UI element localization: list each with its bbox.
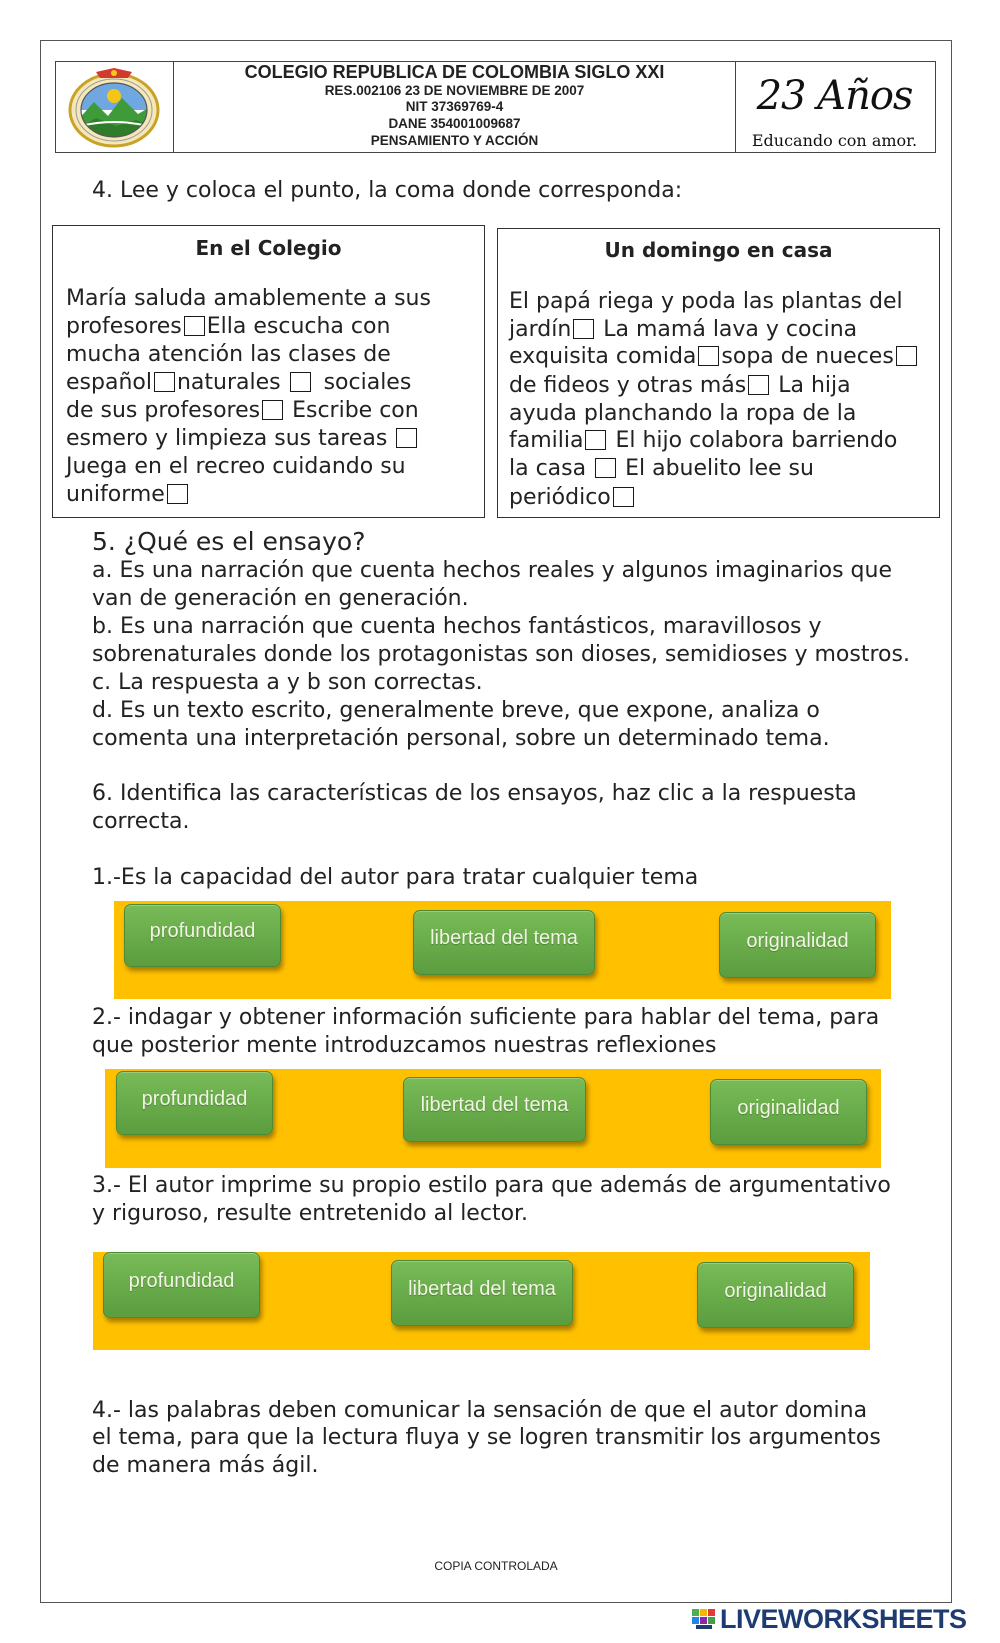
text-line xyxy=(509,484,636,512)
header-school-info xyxy=(173,62,736,152)
text-line xyxy=(66,425,419,453)
q6-item-1-option-originalidad[interactable]: originalidad xyxy=(719,912,876,978)
domingo-blank-3[interactable] xyxy=(896,346,917,366)
q5-option-b-line-2: sobrenaturales donde los protagonistas son dioses, semidioses y mostros. xyxy=(92,642,910,667)
q5-option-d-line-2: comenta una interpretación personal, sobre un determinado tema. xyxy=(92,726,830,751)
q6-item-1-option-libertad-del-tema[interactable]: libertad del tema xyxy=(413,910,595,975)
text-segment: sopa de nueces xyxy=(721,344,894,369)
text-line xyxy=(509,343,919,371)
q5-option-c: c. La respuesta a y b son correctas. xyxy=(92,670,483,695)
colegio-blank-2[interactable] xyxy=(154,372,175,392)
text-line xyxy=(66,369,411,397)
domingo-blank-1[interactable] xyxy=(573,319,594,339)
q6-item-3-option-profundidad[interactable]: profundidad xyxy=(103,1252,260,1318)
q6-item-4-text-line-1: 4.- las palabras deben comunicar la sensación de que el autor domina xyxy=(92,1398,868,1423)
q6-prompt-line-1: 6. Identifica las características de los ensayos, haz clic a la respuesta xyxy=(92,781,857,806)
q5-option-a-line-1: a. Es una narración que cuenta hechos reales y algunos imaginarios que xyxy=(92,558,892,583)
text-segment: El hijo colabora barriendo xyxy=(608,428,898,453)
text-line xyxy=(66,341,391,369)
text-segment: naturales xyxy=(176,370,288,395)
text-segment: jardín xyxy=(509,317,572,342)
q4-box-un-domingo-en-casa xyxy=(497,228,940,518)
text-segment: esmero y limpieza sus tareas xyxy=(66,426,395,451)
text-line xyxy=(66,453,406,481)
q5-option-a-line-2: van de generación en generación. xyxy=(92,586,469,611)
liveworksheets-brand[interactable]: LIVEWORKSHEETS xyxy=(720,1604,967,1634)
text-segment: profesores xyxy=(66,314,182,339)
colegio-blank-4[interactable] xyxy=(262,400,283,420)
domingo-blank-4[interactable] xyxy=(748,375,769,395)
box-title: En el Colegio xyxy=(195,236,342,260)
q6-item-4-text-line-2: el tema, para que la lectura fluya y se logren transmitir los argumentos xyxy=(92,1425,881,1450)
anniversary-title: 23 Años xyxy=(756,73,913,119)
q6-item-2-option-profundidad[interactable]: profundidad xyxy=(116,1071,273,1135)
text-line xyxy=(509,427,897,455)
text-segment: ayuda planchando la ropa de la xyxy=(509,401,857,426)
q6-item-2-text-line-2: que posterior mente introduzcamos nuestras reflexiones xyxy=(92,1033,717,1058)
domingo-blank-6[interactable] xyxy=(595,458,616,478)
text-line xyxy=(509,372,851,400)
domingo-blank-5[interactable] xyxy=(585,430,606,450)
text-segment: María saluda amablemente a sus xyxy=(66,286,431,311)
q6-item-3-text-line-1: 3.- El autor imprime su propio estilo para que además de argumentativo xyxy=(92,1173,891,1198)
q6-item-2-answer-band xyxy=(105,1069,881,1168)
q6-item-1-text: 1.-Es la capacidad del autor para tratar cualquier tema xyxy=(92,865,699,890)
text-segment: uniforme xyxy=(66,482,165,507)
school-resolution: RES.002106 23 DE NOVIEMBRE DE 2007 xyxy=(324,83,585,98)
text-segment: Juega en el recreo cuidando su xyxy=(66,454,406,479)
q6-item-3-text-line-2: y riguroso, resulte entretenido al lector. xyxy=(92,1201,529,1226)
colegio-blank-3[interactable] xyxy=(290,372,311,392)
text-line xyxy=(66,313,390,341)
text-segment: Escribe con xyxy=(285,398,419,423)
q5-option-b-line-1: b. Es una narración que cuenta hechos fantásticos, maravillosos y xyxy=(92,614,822,639)
text-segment: español xyxy=(66,370,152,395)
school-name: COLEGIO REPUBLICA DE COLOMBIA SIGLO XXI xyxy=(244,62,665,82)
box-title: Un domingo en casa xyxy=(604,238,833,262)
q6-item-2-text-line-1: 2.- indagar y obtener información suficiente para hablar del tema, para xyxy=(92,1005,880,1030)
text-segment: de fideos y otras más xyxy=(509,373,747,398)
header-anniversary xyxy=(734,62,935,152)
text-line xyxy=(66,397,419,425)
q6-item-1-option-profundidad[interactable]: profundidad xyxy=(124,904,281,967)
text-segment: El abuelito lee su xyxy=(618,456,814,481)
q6-item-2-option-originalidad[interactable]: originalidad xyxy=(710,1079,867,1145)
q5-option-d-line-1: d. Es un texto escrito, generalmente breve, que expone, analiza o xyxy=(92,698,820,723)
text-segment: Ella escucha con xyxy=(206,314,391,339)
q4-prompt: 4. Lee y coloca el punto, la coma donde corresponda: xyxy=(92,178,683,203)
q6-item-3-answer-band xyxy=(93,1252,870,1350)
text-line xyxy=(509,400,856,428)
q6-item-1-answer-band xyxy=(114,901,891,999)
text-segment: La mamá lava y cocina xyxy=(596,317,858,342)
footer-label: COPIA CONTROLADA xyxy=(434,1559,558,1573)
header-table xyxy=(55,61,936,153)
text-segment: mucha atención las clases de xyxy=(66,342,391,367)
school-motto: PENSAMIENTO Y ACCIÓN xyxy=(370,133,539,148)
text-segment: de sus profesores xyxy=(66,398,261,423)
text-line xyxy=(509,316,857,344)
text-line xyxy=(66,481,190,509)
text-line xyxy=(66,285,431,313)
q6-item-3-option-originalidad[interactable]: originalidad xyxy=(697,1262,854,1328)
school-dane: DANE 354001009687 xyxy=(388,116,521,131)
q6-item-4-text-line-3: de manera más ágil. xyxy=(92,1453,319,1478)
anniversary-tagline: Educando con amor. xyxy=(751,131,918,150)
text-segment: familia xyxy=(509,428,584,453)
q5-title: 5. ¿Qué es el ensayo? xyxy=(92,527,366,556)
text-segment: sociales xyxy=(316,370,412,395)
liveworksheets-logo-icon xyxy=(692,1607,716,1631)
text-segment: El papá riega y poda las plantas del xyxy=(509,289,903,314)
q6-item-3-option-libertad-del-tema[interactable]: libertad del tema xyxy=(391,1260,573,1326)
text-segment: la casa xyxy=(509,456,594,481)
q6-item-2-option-libertad-del-tema[interactable]: libertad del tema xyxy=(403,1077,586,1142)
text-line xyxy=(509,455,814,483)
domingo-blank-7[interactable] xyxy=(613,487,634,507)
domingo-blank-2[interactable] xyxy=(698,346,719,366)
q6-prompt-line-2: correcta. xyxy=(92,809,190,834)
text-segment: La hija xyxy=(771,373,851,398)
q4-box-en-el-colegio xyxy=(52,225,485,518)
school-nit: NIT 37369769-4 xyxy=(405,99,504,114)
text-segment: periódico xyxy=(509,485,611,510)
school-crest-logo xyxy=(66,66,162,148)
text-line xyxy=(509,288,903,316)
text-segment: exquisita comida xyxy=(509,344,697,369)
colegio-blank-6[interactable] xyxy=(167,484,188,504)
colegio-blank-5[interactable] xyxy=(396,428,417,448)
colegio-blank-1[interactable] xyxy=(184,316,205,336)
